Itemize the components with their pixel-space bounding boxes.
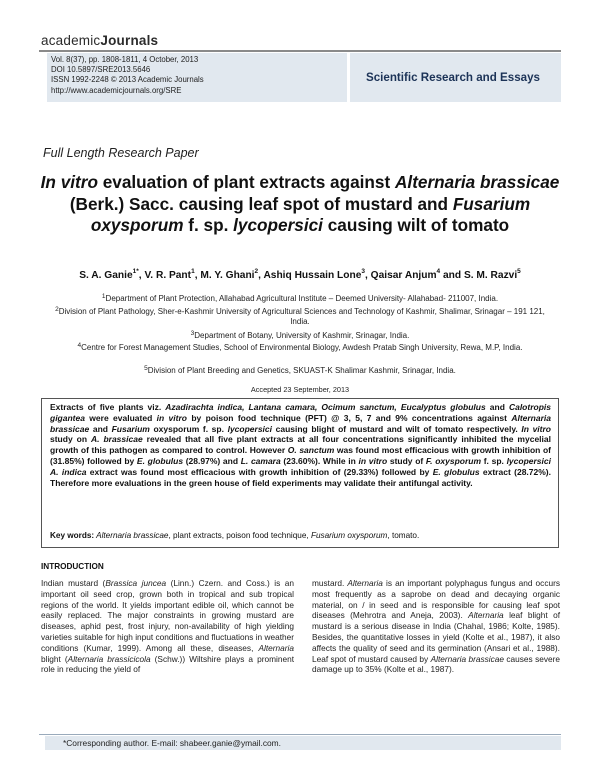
- section-heading-introduction: INTRODUCTION: [41, 562, 104, 571]
- logo-part1: academic: [41, 33, 101, 48]
- header-divider: [39, 50, 561, 52]
- footnote-divider: [39, 734, 561, 735]
- keywords: Key words: Alternaria brassicae, plant extracts, poison food technique, Fusarium oxysporum, tomato.: [50, 531, 420, 540]
- author-list: [20, 270, 580, 281]
- journal-logo: [41, 33, 158, 48]
- title-part: evaluation of plant extracts against: [97, 172, 395, 192]
- journal-name: Scientific Research and Essays: [366, 71, 540, 84]
- affiliation: $^2$Division of Plant Pathology, Sher-e-Kashmir University of Agricultural Sciences and Technology of Kashmir, Shalimar, Srinagar – 191 121, India.: [55, 306, 545, 326]
- body-column-left: Indian mustard (Brassica juncea (Linn.) Czern. and Coss.) is an important oil seed crop, grown both in tropical and sub tropical regions of the world. It yields important edible oil, which cannot be easily replaced. The major constraints in growing mustard are diseases, aphid pest, frost injury, non-availability of high yielding varieties suitable for high input conditions and fluctuations in weather conditions (Kumar, 1999). Among all these, diseases, Alternaria blight (Alternaria brassicicola (Schw.)) Wiltshire plays a prominent role in reducing the yield of: [41, 578, 295, 675]
- paper-title: [30, 172, 570, 237]
- author: S. A. Ganie$^{1*}$,: [79, 268, 145, 281]
- accepted-date: Accepted 23 September, 2013: [250, 385, 350, 394]
- meta-url[interactable]: http://www.academicjournals.org/SRE: [51, 85, 182, 95]
- article-meta: [51, 55, 204, 96]
- author: Ashiq Hussain Lone$^3$,: [263, 268, 371, 281]
- meta-doi: DOI 10.5897/SRE2013.5646: [51, 65, 151, 75]
- meta-issn: ISSN 1992-2248 © 2013 Academic Journals: [51, 75, 204, 85]
- author: Qaisar Anjum$^4$ and: [370, 268, 464, 281]
- logo-part2: Journals: [100, 33, 159, 48]
- affiliation: $^3$Department of Botany, University of Kashmir, Srinagar, India.: [190, 330, 410, 340]
- abstract: Extracts of five plants viz. Azadirachta indica, Lantana camara, Ocimum sanctum, Eucalyptus globulus and Calotropis gigantea were evaluated in vitro by poison food technique (PFT) @ 3, 5, 7 and 9% concentrations against Alternaria brassicae and Fusarium oxysporum f. sp. lycopersici causing blight of mustard and wilt of tomato respectively. In vitro study on A. brassicae revealed that all five plant extracts at all four concentrations significantly inhibited the mycelial growth of this pathogen as compared to control. However O. sanctum was found most efficacious with growth inhibition of (31.85%) followed by E. globulus (28.97%) and L. camara (23.60%). While in in vitro study of F. oxysporum f. sp. lycopersici A. indica extract was found most efficacious with growth inhibition of (29.33%) followed by E. globulus extract (28.72%). Therefore more evaluations in the green house of field experiments may validate their antifungal activity.: [50, 402, 551, 488]
- paper-type: Full Length Research Paper: [43, 146, 199, 160]
- author: V. R. Pant$^1$,: [144, 268, 201, 281]
- title-part: lycopersici: [233, 215, 323, 235]
- meta-volume: Vol. 8(37), pp. 1808-1811, 4 October, 2013: [51, 55, 199, 64]
- title-part: f. sp.: [183, 215, 234, 235]
- title-part: Fusarium oxysporum: [90, 193, 531, 235]
- title-part: In vitro: [40, 172, 98, 192]
- author: M. Y. Ghani$^2$,: [200, 268, 264, 281]
- title-part: Alternaria brassicae: [395, 172, 560, 192]
- affiliation: $^1$Department of Plant Protection, Allahabad Agricultural Institute – Deemed University- Allahabad- 211007, India.: [101, 293, 499, 303]
- body-column-right: mustard. Alternaria is an important polyphagus fungus and occurs most frequently as a saprobe on dead and decaying organic material, on / in seed and is responsible for causing leaf spot diseases (Mehrotra and Aneja, 2003). Alternaria leaf blight of mustard is a serious disease in India (Chahal, 1986; Kolte, 1985). Besides, the quantitative losses in yield (Kolte et al., 1987), it also affects the quality of seed and its germination (Ansari et al., 1988). Leaf spot of mustard caused by Alternaria brassicae causes severe damage up to 35% (Kolte et al., 1987).: [312, 578, 561, 675]
- author: S. M. Razvi$^5$: [463, 268, 521, 281]
- title-part: causing wilt of tomato: [322, 215, 510, 235]
- affiliation: $^5$Division of Plant Breeding and Genetics, SKUAST-K Shalimar Kashmir, Srinagar, India.: [144, 365, 456, 375]
- affiliation: $^4$Centre for Forest Management Studies, School of Environmental Biology, Awdesh Pratab Singh University, Rewa, M.P, India.: [77, 342, 523, 352]
- title-part: (Berk.) Sacc. causing leaf spot of mustard and: [69, 193, 453, 214]
- corresponding-author-footnote: *Corresponding author. E-mail: shabeer.ganie@ymail.com.: [63, 738, 281, 748]
